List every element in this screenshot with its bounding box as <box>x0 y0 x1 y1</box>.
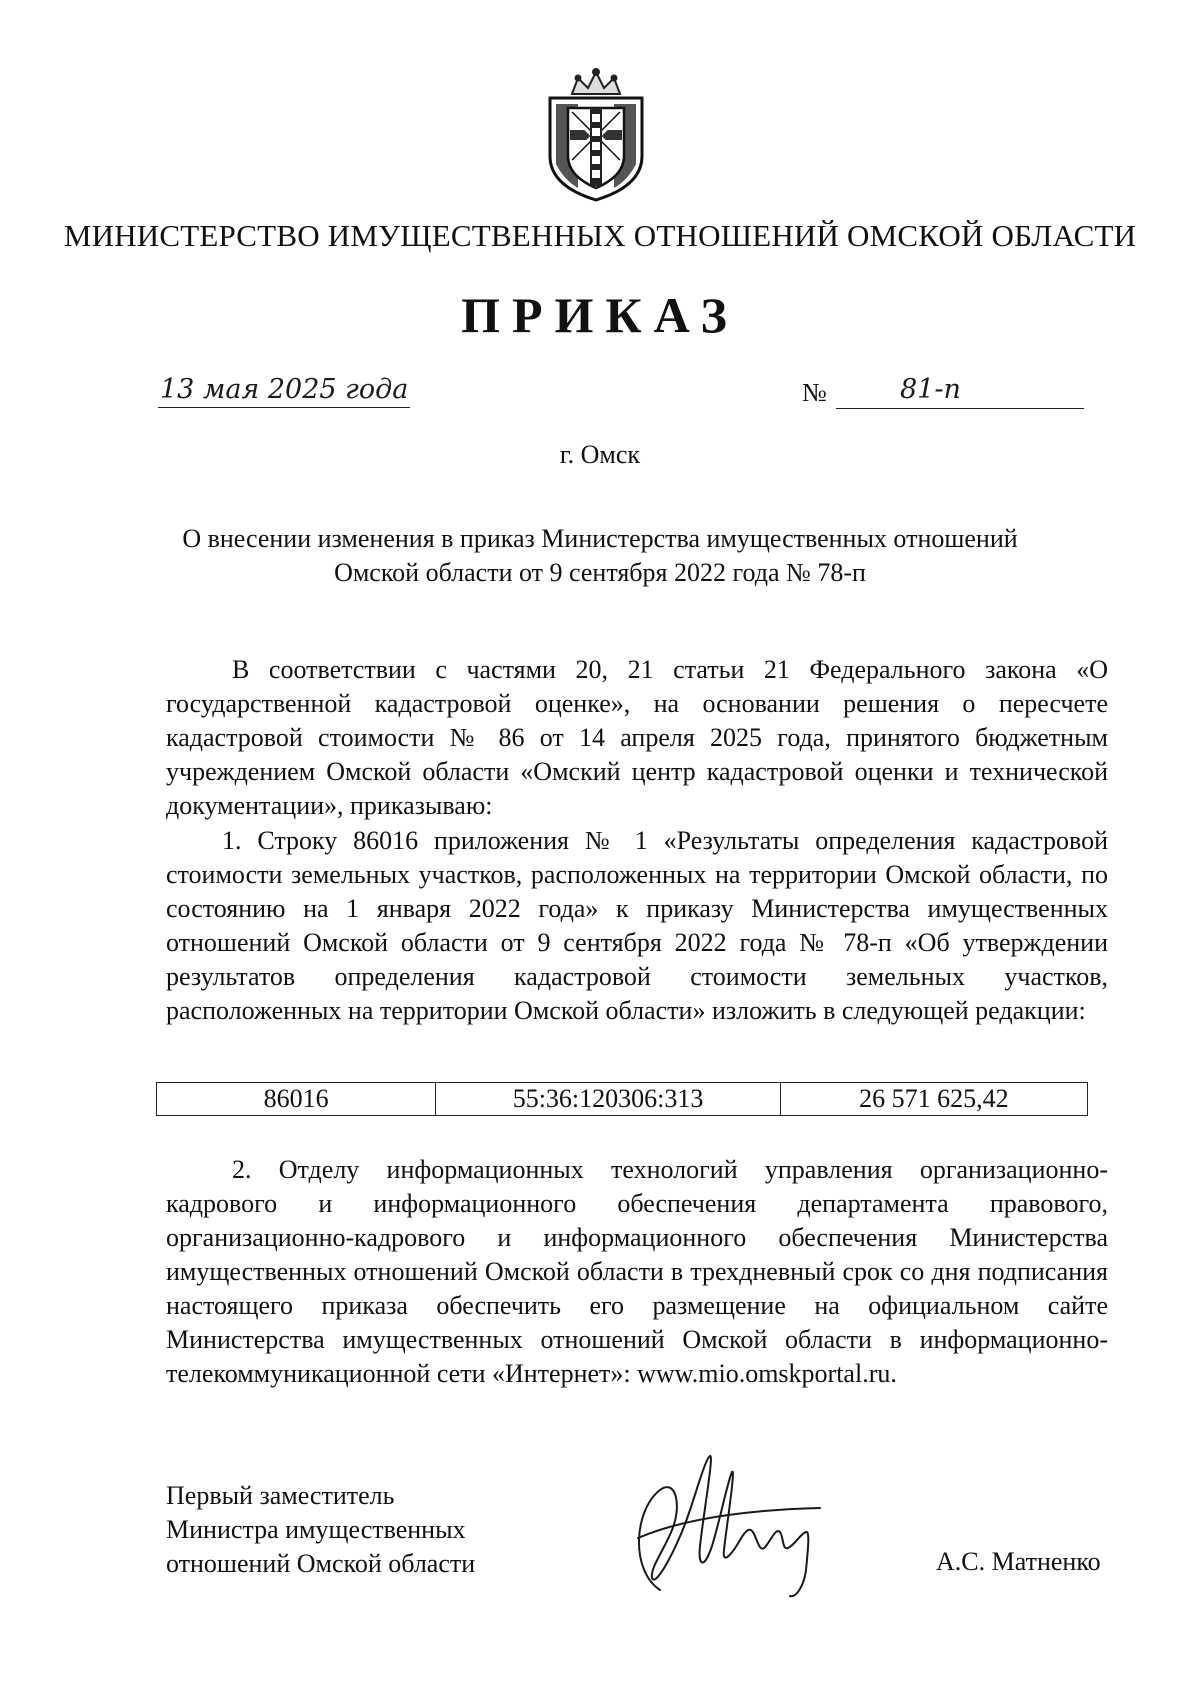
signer-position-line-1: Первый заместитель <box>166 1481 395 1510</box>
coat-of-arms-icon <box>538 68 654 204</box>
order-subject <box>120 522 1080 590</box>
table-row <box>157 1083 1088 1116</box>
signature-icon <box>620 1450 850 1600</box>
table-cell-cadastral-number: 55:36:120306:313 <box>436 1083 780 1116</box>
subject-line-2: Омской области от 9 сентября 2022 года № 78-п <box>334 558 866 587</box>
body-paragraph-3: 2. Отделу информационных технологий управления организационно-кадрового и информационного обеспечения департамента правового, организационно-кадрового и информационного обеспечения Министерства имущественных отношений Омской области в трехдневный срок со дня подписания настоящего приказа обеспечить его размещение на официальном сайте Министерства имущественных отношений Омской области в информационно-телекоммуникационной сети «Интернет»: www.mio.omskportal.ru. <box>166 1155 1108 1388</box>
signer-position <box>166 1479 475 1581</box>
order-number-label: № <box>802 378 827 407</box>
body-paragraph-1: В соответствии с частями 20, 21 статьи 21 Федерального закона «О государственной кадастровой оценке», на основании решения о пересчете кадастровой стоимости № 86 от 14 апреля 2025 года, принятого бюджетным учреждением Омской области «Омский центр кадастровой оценки и технической документации», приказываю: <box>166 655 1108 820</box>
subject-line-1: О внесении изменения в приказ Министерства имущественных отношений <box>182 524 1018 553</box>
signer-position-line-2: Министра имущественных <box>166 1515 466 1544</box>
order-number-underline <box>836 408 1084 409</box>
table-cell-row-number: 86016 <box>157 1083 436 1116</box>
city: г. Омск <box>559 440 641 469</box>
order-date: 13 мая 2025 года <box>158 374 410 408</box>
signer-name: А.С. Матненко <box>936 1547 1101 1576</box>
ministry-name: МИНИСТЕРСТВО ИМУЩЕСТВЕННЫХ ОТНОШЕНИЙ ОМСКОЙ ОБЛАСТИ <box>63 218 1137 253</box>
body-paragraph-2: 1. Строку 86016 приложения № 1 «Результаты определения кадастровой стоимости земельных участков, расположенных на территории Омской области, по состоянию на 1 января 2022 года» к приказу Министерства имущественных отношений Омской области от 9 сентября 2022 года № 78-п «Об утверждении результатов определения кадастровой стоимости земельных участков, расположенных на территории Омской области» изложить в следующей редакции: <box>166 826 1108 1025</box>
cadastral-value-table <box>156 1082 1088 1116</box>
order-number: 81-п <box>900 374 961 405</box>
document-type-title: ПРИКАЗ <box>461 287 739 343</box>
signer-position-line-3: отношений Омской области <box>166 1549 476 1578</box>
table-cell-cadastral-value: 26 571 625,42 <box>780 1083 1087 1116</box>
